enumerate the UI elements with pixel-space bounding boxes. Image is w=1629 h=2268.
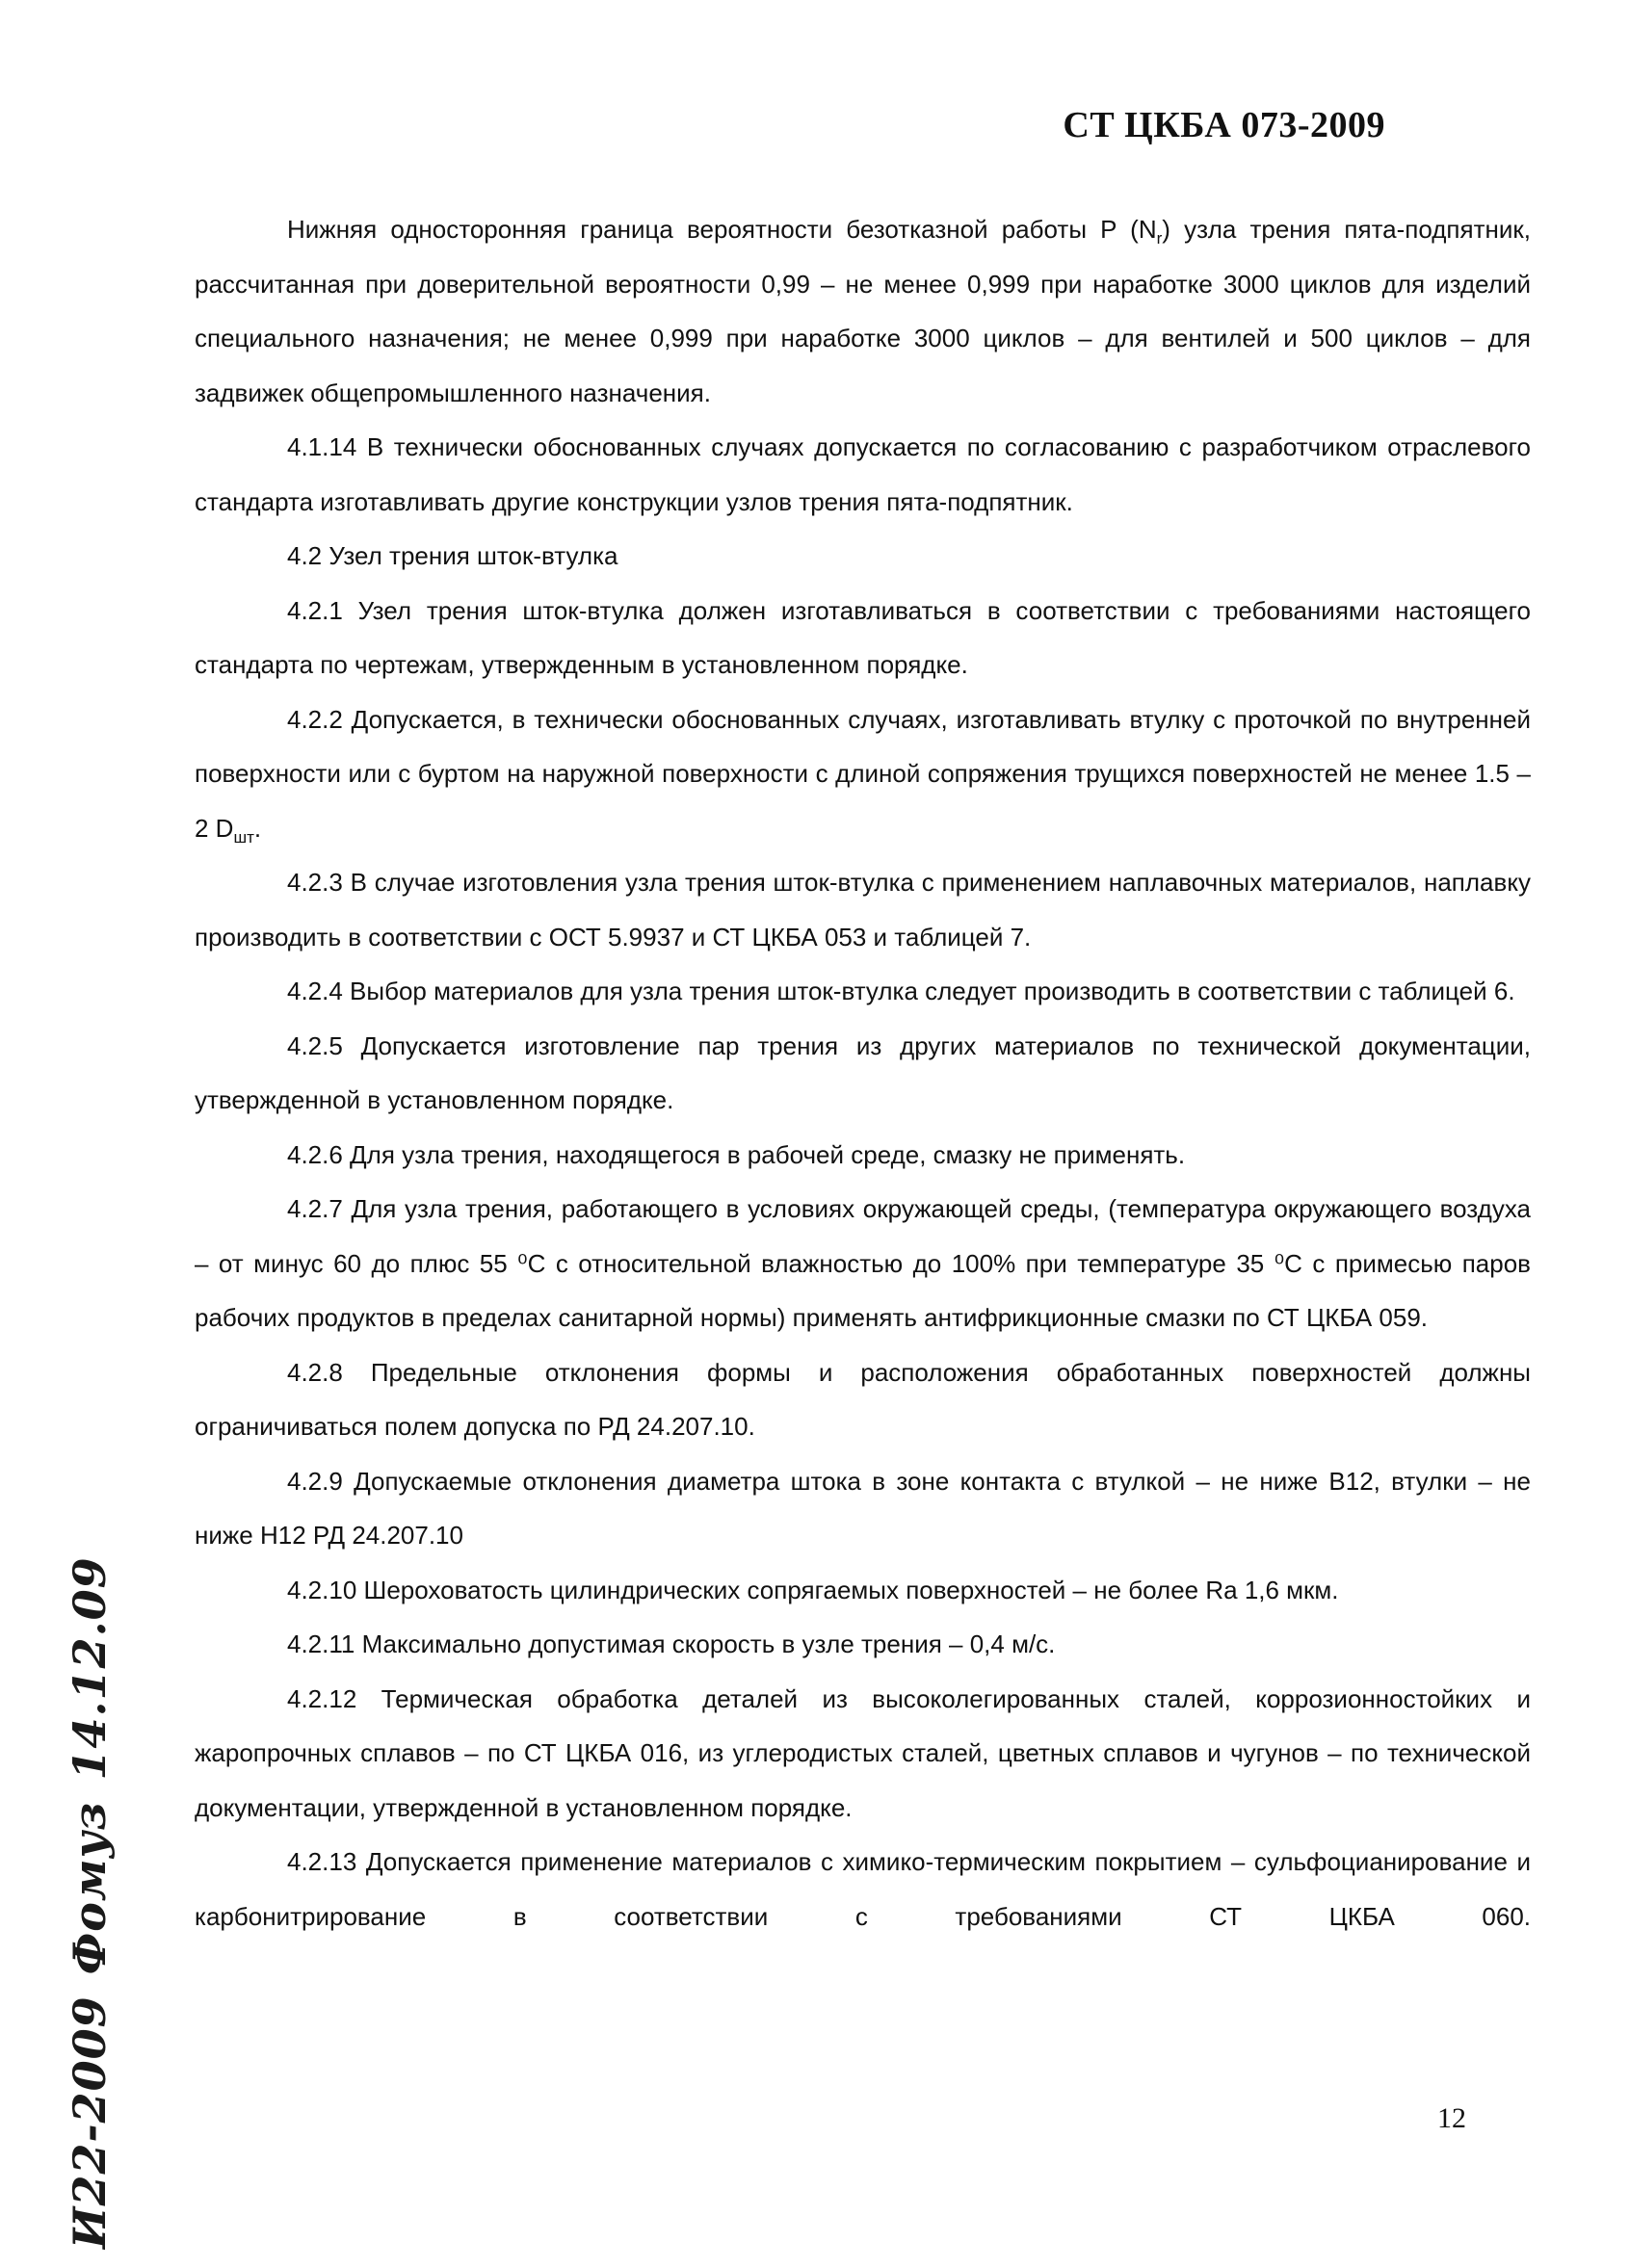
paragraph-4-2-2: 4.2.2 Допускается, в технически обоснованных случаях, изготавливать втулку с проточкой по внутренней поверхности или с буртом на наружной поверхности с длиной сопряжения трущихся поверхностей не менее 1.5 – 2 $D_{шт}$. xyxy=(195,704,1531,847)
page-number: 12 xyxy=(1437,2102,1466,2134)
paragraph-4-2-10: 4.2.10 Шероховатость цилиндрических сопрягаемых поверхностей – не более Ra 1,6 мкм. xyxy=(287,1575,1339,1604)
document-code: СТ ЦКБА 073-2009 xyxy=(1063,105,1385,145)
paragraph-4-2-6: 4.2.6 Для узла трения, находящегося в рабочей среде, смазку не применять. xyxy=(287,1139,1186,1169)
margin-note-registration: И22-2009 xyxy=(64,1995,116,2249)
paragraph-4-2-9: 4.2.9 Допускаемые отклонения диаметра штока в зоне контакта с втулкой – не ниже В12, втулки – не ниже Н12 РД 24.207.10 xyxy=(195,1466,1531,1550)
section-heading-4-2: 4.2 Узел трения шток-втулка xyxy=(287,541,618,570)
paragraph-reliability: Нижняя односторонняя граница вероятности безотказной работы P $(N_r)$ узла трения пята-подпятник, рассчитанная при доверительной вероятности 0,99 – не менее 0,999 при наработке 3000 циклов для изделий специального назначения; не менее 0,999 при наработке 3000 циклов – для вентилей и 500 циклов – для задвижек общепромышленного назначения. xyxy=(195,215,1531,407)
handwritten-signature: Фомуз xyxy=(64,1801,116,1975)
paragraph-4-1-14: 4.1.14 В технически обоснованных случаях допускается по согласованию с разработчиком отраслевого стандарта изготавливать другие конструкции узлов трения пята-подпятник. xyxy=(195,432,1531,516)
paragraph-4-2-12: 4.2.12 Термическая обработка деталей из высоколегированных сталей, коррозионностойких и жаропрочных сплавов – по СТ ЦКБА 016, из углеродистых сталей, цветных сплавов и чугунов – по технической документации, утвержденной в установленном порядке. xyxy=(195,1683,1531,1822)
paragraph-4-2-8: 4.2.8 Предельные отклонения формы и расположения обработанных поверхностей должны ограничиваться полем допуска по РД 24.207.10. xyxy=(195,1357,1531,1441)
paragraph-4-2-4: 4.2.4 Выбор материалов для узла трения шток-втулка следует производить в соответствии с таблицей 6. xyxy=(287,977,1515,1005)
handwritten-margin-note xyxy=(64,1556,116,2249)
paragraph-4-2-13: 4.2.13 Допускается применение материалов с химико-термическим покрытием – сульфоцианирование и карбонитрирование в соответствии с требованиями СТ ЦКБА 060. xyxy=(195,1847,1531,1931)
paragraph-4-2-7: 4.2.7 Для узла трения, работающего в условиях окружающей среды, (температура окружающего воздуха – от минус 60 до плюс 55 ⁰С с относительной влажностью до 100% при температуре 35 ⁰С с примесью паров рабочих продуктов в пределах санитарной нормы) применять антифрикционные смазки по СТ ЦКБА 059. xyxy=(195,1194,1531,1332)
paragraph-4-2-1: 4.2.1 Узел трения шток-втулка должен изготавливаться в соответствии с требованиями настоящего стандарта по чертежам, утвержденным в установленном порядке. xyxy=(195,595,1531,679)
document-body xyxy=(195,202,1531,1943)
paragraph-4-2-11: 4.2.11 Максимально допустимая скорость в узле трения – 0,4 м/с. xyxy=(287,1629,1056,1658)
paragraph-4-2-5: 4.2.5 Допускается изготовление пар трения из других материалов по технической документации, утвержденной в установленном порядке. xyxy=(195,1030,1531,1114)
margin-note-date: 14.12.09 xyxy=(64,1556,116,1781)
paragraph-4-2-3: 4.2.3 В случае изготовления узла трения шток-втулка с применением наплавочных материалов, наплавку производить в соответствии с ОСТ 5.9937 и СТ ЦКБА 053 и таблицей 7. xyxy=(195,868,1531,952)
